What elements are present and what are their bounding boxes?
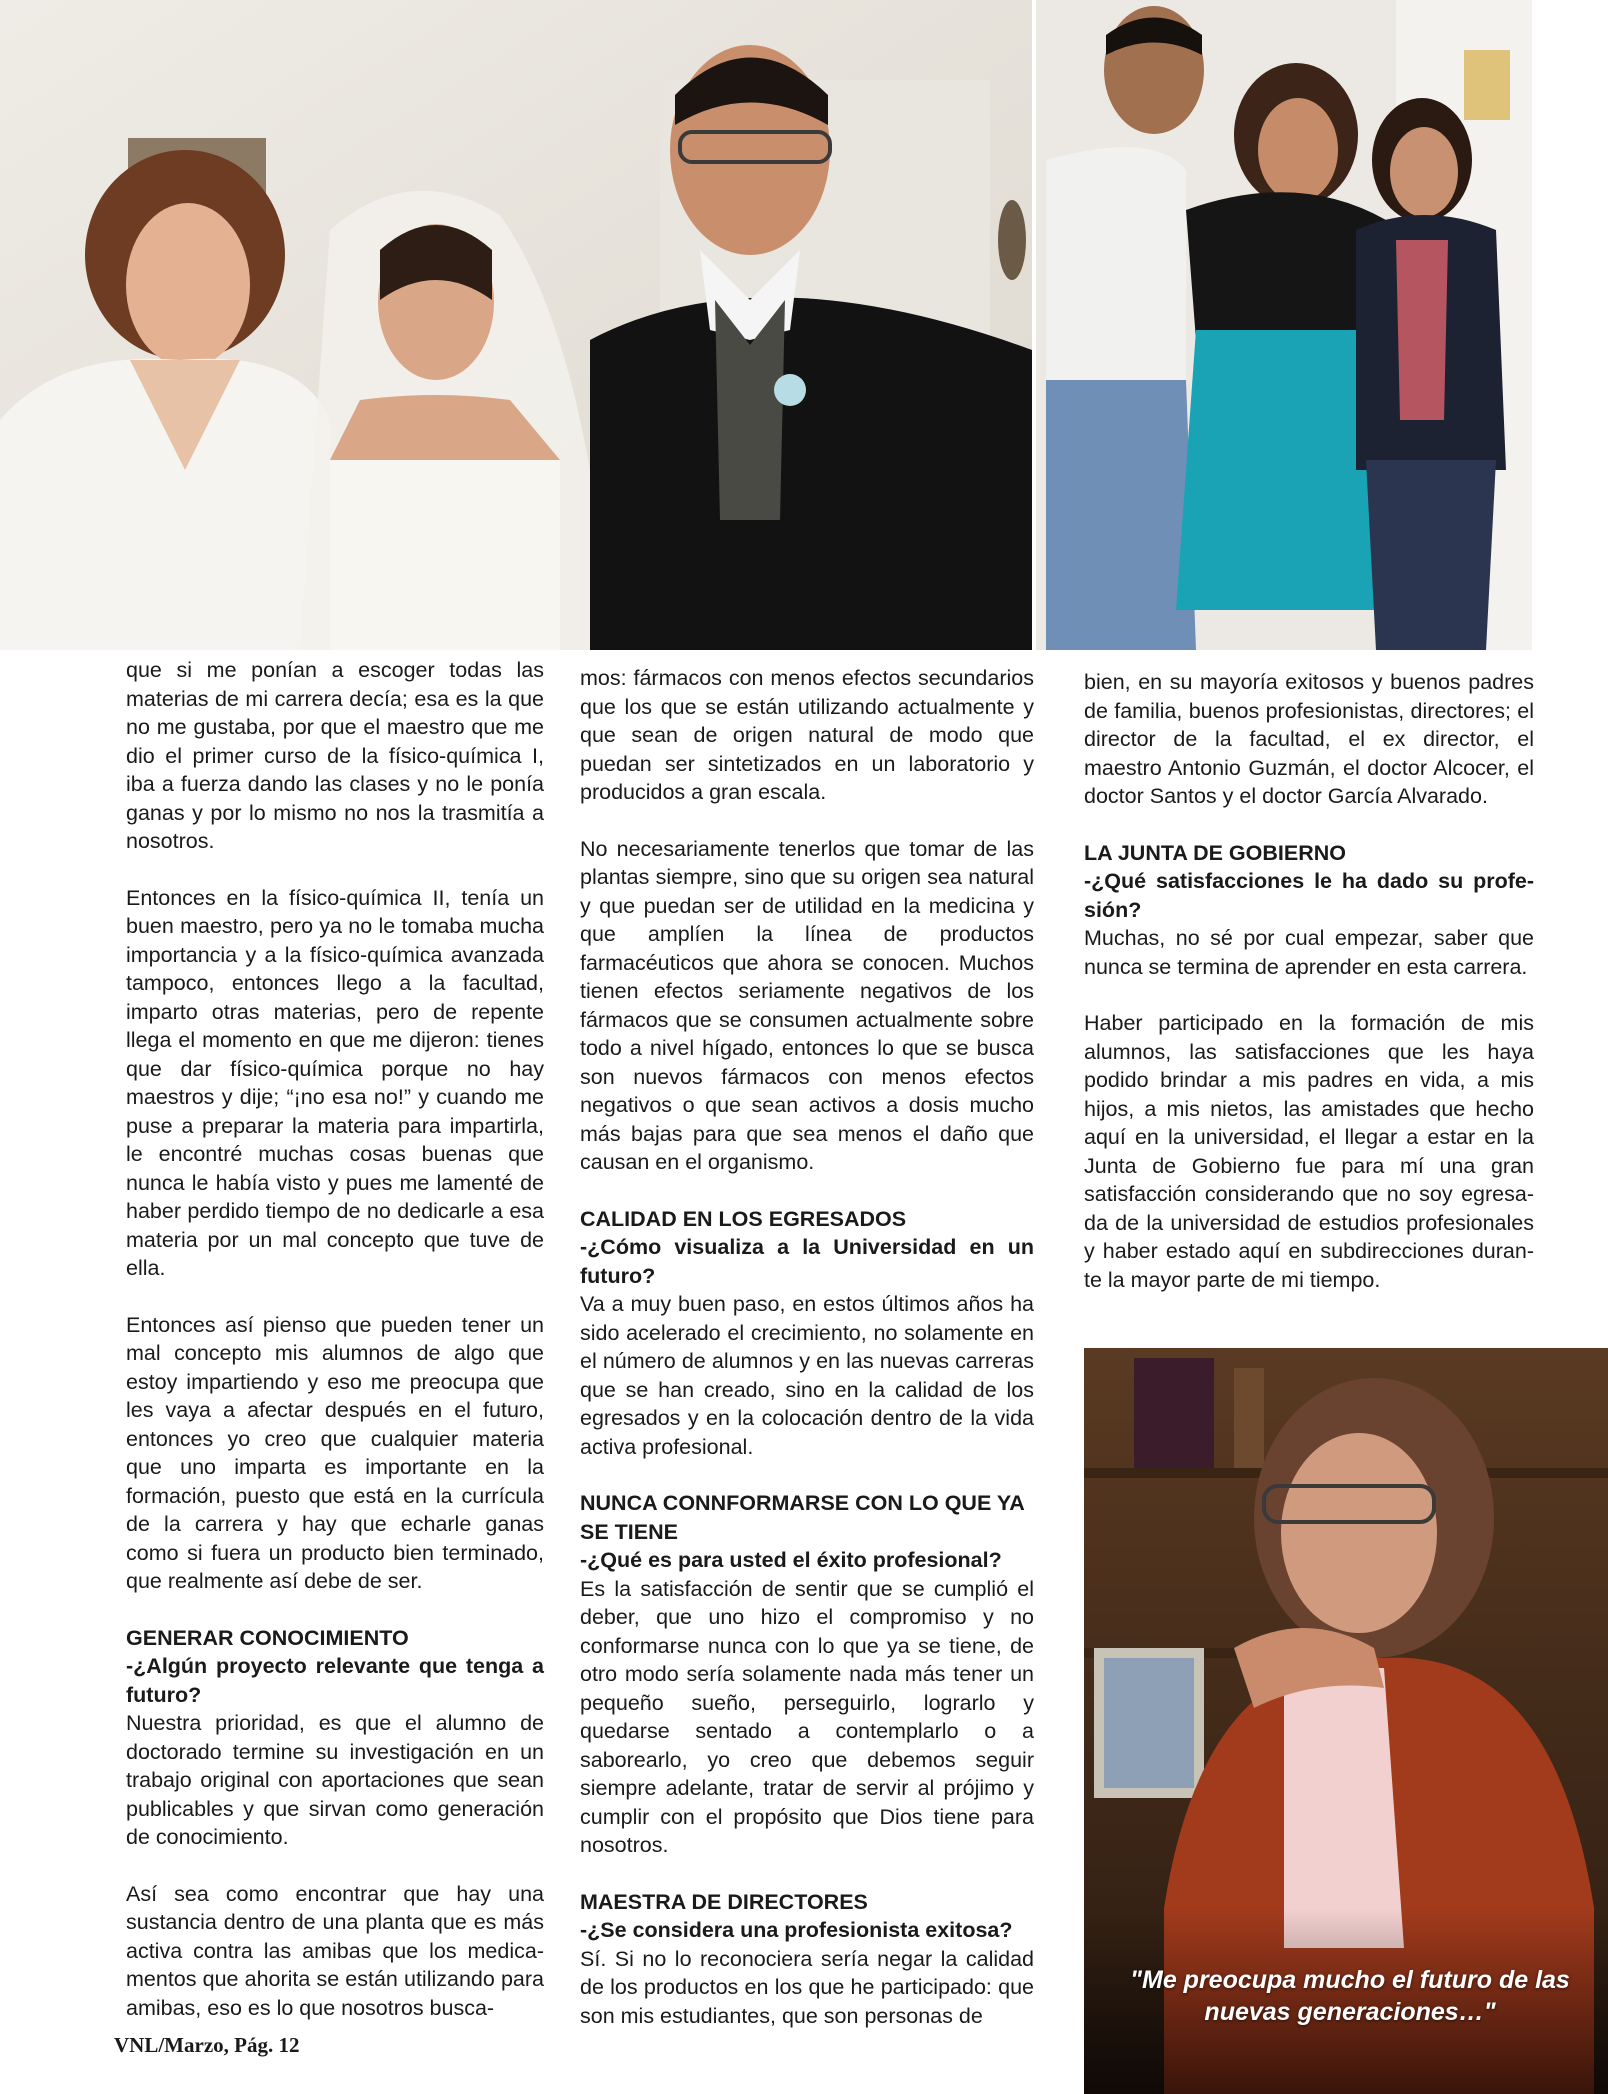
interview-answer: Sí. Si no lo reconociera sería negar la calidad de los productos en los que he participado: que son mis estudiantes, que son personas de (580, 1946, 1034, 2028)
section-heading: NUNCA CONNFORMARSE CON LO QUE YA SE TIENE (580, 1491, 1024, 1544)
paragraph: Haber participado en la formación de mis alumnos, las satisfacciones que les haya podido brindar a mis padres en vida, a mis hijos, a mis nietos, las amistades que hecho aquí en la universidad, el llegar a estar en la Junta de Gobierno fue para mí una gran satisfacción considerando que no soy egresa-da de la universidad de estudios profesionales y haber estado aquí en subdirecciones duran-te la mayor parte de mi tiempo. (1084, 1011, 1534, 1292)
interview-question: -¿Cómo visualiza a la Universidad en un futuro? (580, 1235, 1034, 1288)
interview-answer: Es la satisfacción de sentir que se cumplió el deber, que uno hizo el compromiso y no conformarse nunca con lo que ya se tiene, de otro modo sería solamente nada más tener un pequeño sueño, perseguirlo, lograrlo y quedarse sentado a contemplarlo o a saborearlo, yo creo que debemos seguir siempre adelante, tratar de servir al prójimo y cumplir con el propósito que Dios tiene para nosotros. (580, 1576, 1034, 1857)
page-footer: VNL/Marzo, Pág. 12 (114, 2033, 300, 2057)
paragraph: Así sea como encontrar que hay una sustancia dentro de una planta que es más activa contra las amibas que los medica-mentos que ahorita se están utilizando para amibas, eso es lo que nosotros busca- (126, 1881, 544, 2020)
article-column-1 (126, 656, 544, 2050)
section-heading: GENERAR CONOCIMIENTO (126, 1625, 409, 1650)
interview-answer: Muchas, no sé por cual empezar, saber que nunca se termina de aprender en esta carrera. (1084, 926, 1534, 979)
paragraph: Entonces en la físico-química II, tenía un buen maestro, pero ya no le tomaba mucha importancia y a la físico-química avanzada tampoco, entonces llego a la facultad, imparto otras materias, pero de repente llega el momento en que me dijeron: tienes que dar físico-química porque no hay maestros y dije; “¡no esa no!” y cuando me puse a preparar la materia para impartirla, le encontré muchas cosas buenas que nunca le había visto y pues me lamenté de haber perdido tiempo de no dedicarle a esa materia por un mal concepto que tuve de ella. (126, 885, 544, 1280)
article-column-2 (580, 664, 1034, 2058)
interview-answer: Nuestra prioridad, es que el alumno de doctorado termine su investigación en un trabajo original con aportaciones que sean publicables y que sirvan como generación de conocimiento. (126, 1711, 544, 1849)
paragraph: mos: fármacos con menos efectos secundarios que los que se están utilizando actualmente y que sean de origen natural de modo que puedan ser sintetizados en un laboratorio y producidos a gran escala. (580, 666, 1034, 804)
article-column-3 (1084, 668, 1534, 1322)
paragraph: que si me ponían a escoger todas las materias de mi carrera decía; esa es la que no me gustaba, por que el maestro que me dio el primer curso de la físico-química I, iba a fuerza dando las clases y no le ponía ganas y por lo mismo no nos la trasmitía a nosotros. (126, 658, 544, 853)
paragraph: No necesariamente tenerlos que tomar de las plantas siempre, sino que su origen sea natural y que puedan ser de utilidad en la medicina y que amplíen la línea de productos farmacéuticos que ahora se conocen. Muchos tienen efectos seriamente negativos de los fármacos que se consumen actualmente sobre todo a nivel hígado, entonces lo que se busca son nuevos fármacos con menos efectos negativos o que sean activos a dosis mucho más bajas para que sea menos el daño que causan en el organismo. (580, 836, 1034, 1174)
interview-question: -¿Qué satisfacciones le ha dado su profe-sión? (1084, 869, 1534, 922)
interview-question: -¿Se considera una profesionista exitosa? (580, 1918, 1013, 1942)
family-photo (1036, 0, 1532, 650)
section-heading: LA JUNTA DE GOBIERNO (1084, 840, 1346, 865)
paragraph: bien, en su mayoría exitosos y buenos padres de familia, buenos profesionistas, directores; el director de la facultad, el ex director, el maestro Antonio Guzmán, el doctor Alcocer, el doctor Santos y el doctor García Alvarado. (1084, 670, 1534, 808)
section-heading: MAESTRA DE DIRECTORES (580, 1889, 868, 1914)
wedding-photo (0, 0, 1032, 650)
paragraph: Entonces así pienso que pueden tener un mal concepto mis alumnos de algo que estoy impartiendo y eso me preocupa que les vaya a afectar después en el futuro, entonces yo creo que cualquier materia que uno imparta es importante en la formación, puesto que está en la currícula de la carrera y hay que echarle ganas como si fuera un producto bien terminado, que realmente así debe de ser. (126, 1312, 544, 1593)
interview-question: -¿Algún proyecto relevante que tenga a futuro? (126, 1654, 544, 1707)
interview-answer: Va a muy buen paso, en estos últimos años ha sido acelerado el crecimiento, no solamente en el número de alumnos y en las nuevas carreras que se han creado, sino en la calidad de los egresados y en la colocación dentro de la vida activa profesional. (580, 1292, 1034, 1459)
photo-caption: "Me preocupa mucho el futuro de las nuevas generaciones…" (1130, 1966, 1570, 2026)
section-heading: CALIDAD EN LOS EGRESADOS (580, 1206, 907, 1231)
interview-question: -¿Qué es para usted el éxito profesional? (580, 1548, 1002, 1572)
